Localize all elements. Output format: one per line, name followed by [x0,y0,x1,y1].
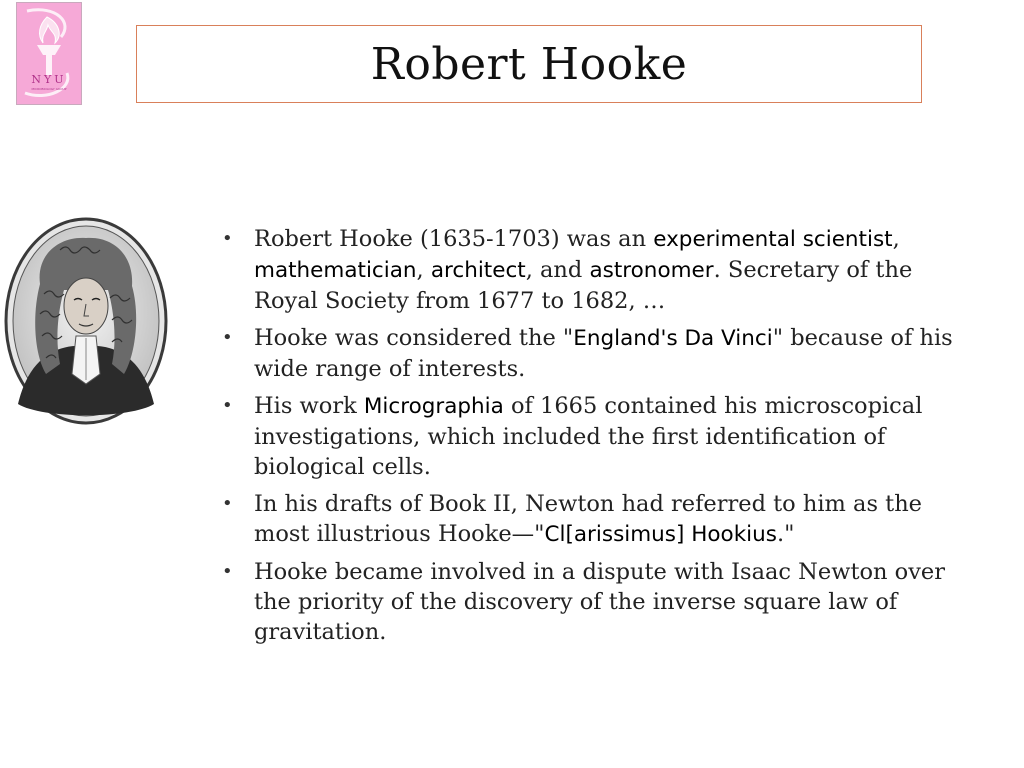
list-item: • In his drafts of Book II, Newton had referred to him as the most illustrious Hooke—"Cl[arissimus] Hookius." [222,491,923,547]
keyword: experimental scientist [653,227,893,252]
logo-text: NYU [31,73,67,86]
list-item: • Hooke was considered the "England's Da Vinci" because of his wide range of interests. [222,325,953,382]
bullet-marker: • [222,327,233,348]
list-item: • His work Micrographia of 1665 contained his microscopical investigations, which included the first identification of biological cells. [222,393,923,480]
slide-title: Robert Hooke [370,38,688,90]
bullet-marker: • [222,228,233,249]
nyu-torch-logo [16,2,82,105]
bullet-list [222,224,962,654]
bullet-marker: • [222,395,233,416]
list-item: • Robert Hooke (1635-1703) was an experimental scientist, mathematician, architect, and astronomer. Secretary of the Royal Society from 1677 to 1682, … [222,226,913,314]
keyword: England's Da Vinci [573,326,773,351]
list-item: • Hooke became involved in a dispute with Isaac Newton over the priority of the discovery of the inverse square law of gravitation. [222,559,946,645]
bullet-marker: • [222,561,233,582]
keyword: mathematician [254,258,417,283]
logo-subtext: MICROBIOLOGY GROUP [31,87,67,91]
keyword: architect [430,258,526,283]
keyword: Micrographia [363,394,504,419]
keyword: Cl[arissimus] Hookius [544,522,777,547]
robert-hooke-portrait-icon [0,214,172,428]
title-box [136,25,922,103]
keyword: astronomer [589,258,714,283]
bullet-marker: • [222,493,233,514]
